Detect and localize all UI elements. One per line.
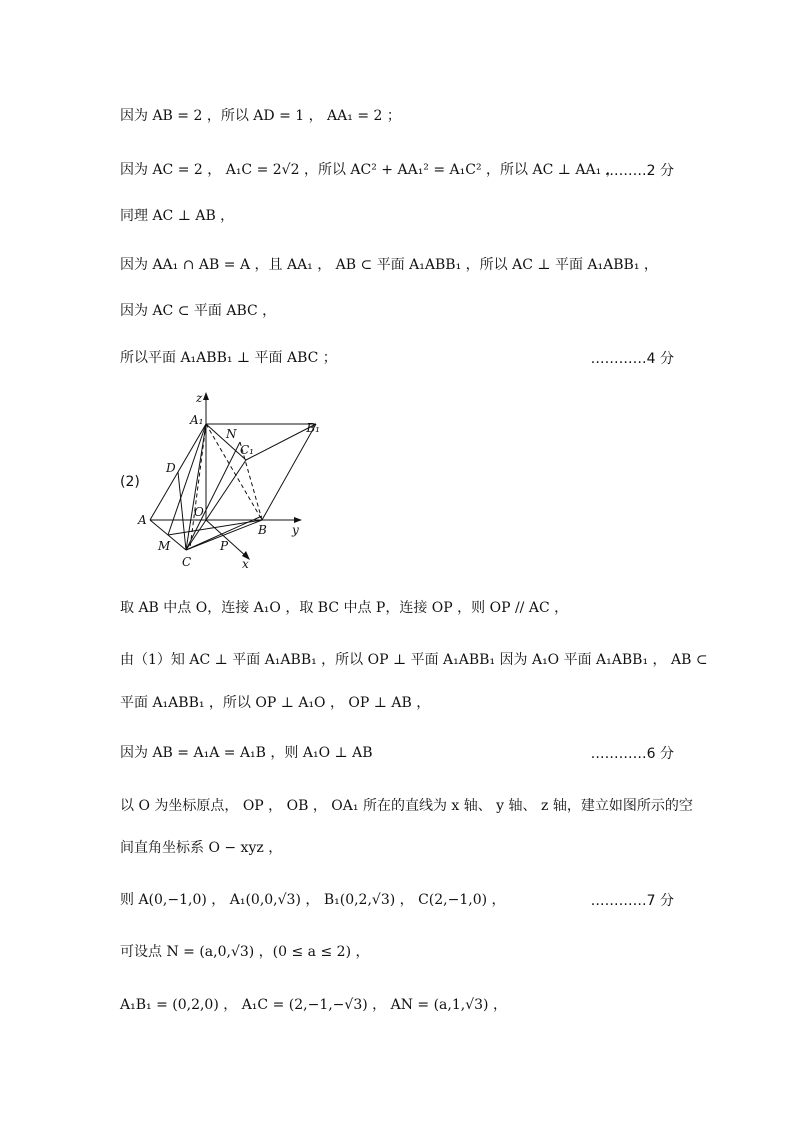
line-13: 则 A(0,−1,0) ， A₁(0,0,√3) ， B₁(0,2,√3) ， C(2,−1,0) ，	[120, 892, 506, 908]
label-C1: C₁	[240, 443, 254, 457]
label-M: M	[158, 539, 171, 553]
line-14: 可设点 N = (a,0,√3) ，(0 ≤ a ≤ 2) ，	[120, 944, 370, 960]
line-7: 取 AB 中点 O，连接 A₁O ，取 BC 中点 P，连接 OP ，则 OP // AC ，	[120, 600, 569, 616]
line-10: 因为 AB = A₁A = A₁B ，则 A₁O ⊥ AB	[120, 745, 373, 761]
line-11: 以 O 为坐标原点， OP ， OB ， OA₁ 所在的直线为 x 轴、 y 轴、 z 轴，建立如图所示的空	[120, 798, 693, 814]
label-C: C	[182, 555, 192, 569]
label-B: B	[258, 523, 267, 537]
score-2: ………2 分	[604, 163, 674, 179]
label-x: x	[242, 557, 249, 571]
line-5: 因为 AC ⊂ 平面 ABC ，	[120, 303, 277, 319]
line-4: 因为 AA₁ ∩ AB = A ，且 AA₁ ， AB ⊂ 平面 A₁ABB₁ ，所以 AC ⊥ 平面 A₁ABB₁ ，	[120, 257, 658, 273]
line-15: A₁B₁ = (0,2,0) ， A₁C = (2,−1,−√3) ， AN = (a,1,√3) ，	[120, 997, 507, 1013]
line-6: 所以平面 A₁ABB₁ ⊥ 平面 ABC ；	[120, 350, 337, 366]
score-7: …………7 分	[590, 893, 674, 909]
label-A: A	[138, 513, 147, 527]
edge-D-C	[178, 472, 186, 550]
z-arrow	[203, 392, 209, 400]
label-z: z	[196, 391, 203, 405]
line-2: 因为 AC = 2 ， A₁C = 2√2 ，所以 AC² + AA₁² = A₁C² ，所以 AC ⊥ AA₁ ，	[120, 162, 620, 178]
line-1: 因为 AB = 2 ，所以 AD = 1 ， AA₁ = 2 ；	[120, 108, 401, 124]
line-8: 由（1）知 AC ⊥ 平面 A₁ABB₁ ，所以 OP ⊥ 平面 A₁ABB₁ 因为 A₁O 平面 A₁ABB₁ ， AB ⊂	[120, 652, 708, 668]
line-12: 间直角坐标系 O − xyz ，	[120, 840, 283, 856]
label-B1: B₁	[306, 421, 320, 435]
label-N: N	[226, 427, 237, 441]
label-D: D	[166, 461, 176, 475]
geometry-figure	[120, 388, 320, 578]
line-3: 同理 AC ⊥ AB ，	[120, 208, 235, 224]
label-P: P	[220, 539, 229, 553]
label-O: O	[194, 505, 204, 519]
line-9: 平面 A₁ABB₁ ，所以 OP ⊥ A₁O ， OP ⊥ AB ，	[120, 695, 431, 711]
score-6: …………6 分	[590, 746, 674, 762]
score-4: …………4 分	[590, 351, 674, 367]
part-label: (2)	[120, 474, 140, 490]
label-y: y	[292, 523, 299, 537]
label-A1: A₁	[190, 413, 204, 427]
